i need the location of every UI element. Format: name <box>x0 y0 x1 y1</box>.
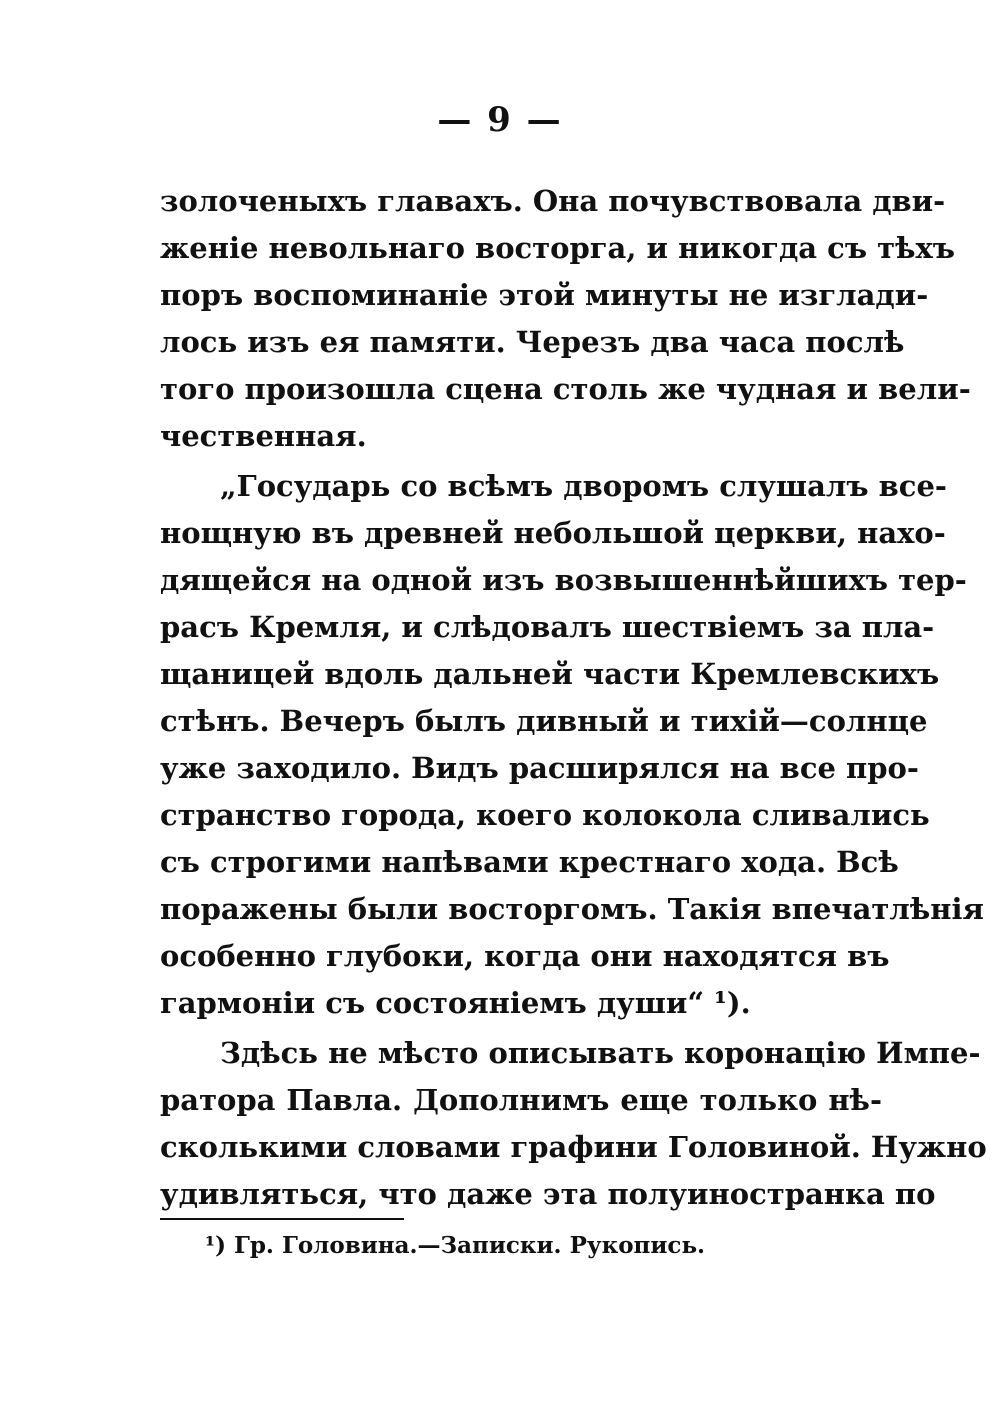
page-number: — 9 — <box>437 100 563 140</box>
paragraph-3 <box>160 1030 987 1218</box>
footnote: ¹) Гр. Головина.—Записки. Рукопись. <box>205 1232 706 1259</box>
text-line: съ строгими напѣвами крестнаго хода. Всѣ <box>160 845 899 879</box>
text-line: того произошла сцена столь же чудная и вели- <box>160 372 971 406</box>
text-line: сколькими словами графини Головиной. Нужно <box>160 1130 987 1164</box>
text-line: лось изъ ея памяти. Черезъ два часа послѣ <box>160 325 905 359</box>
text-line: расъ Кремля, и слѣдовалъ шествіемъ за пла- <box>160 610 935 644</box>
footnote-divider <box>160 1218 404 1220</box>
text-line: чественная. <box>160 419 367 453</box>
text-line: дящейся на одной изъ возвышеннѣйшихъ тер- <box>160 563 967 597</box>
text-line: гармоніи съ состояніемъ души“ ¹). <box>160 986 751 1020</box>
text-line: удивляться, что даже эта полуиностранка по <box>160 1177 936 1211</box>
text-line: поражены были восторгомъ. Такія впечатлѣнія <box>160 892 984 926</box>
text-line: щаницей вдоль дальней части Кремлевскихъ <box>160 657 940 691</box>
text-line: странство города, коего колокола сливались <box>160 798 930 832</box>
text-line: золоченыхъ главахъ. Она почувствовала дви- <box>160 184 946 218</box>
text-line: нощную въ древней небольшой церкви, нахо- <box>160 516 946 550</box>
text-line: уже заходило. Видъ расширялся на все про- <box>160 751 919 785</box>
text-line: ратора Павла. Дополнимъ еще только нѣ- <box>160 1083 882 1117</box>
text-line: стѣнъ. Вечеръ былъ дивный и тихій—солнце <box>160 704 928 738</box>
text-line: „Государь со всѣмъ дворомъ слушалъ все- <box>220 469 947 503</box>
text-line: женіе невольнаго восторга, и никогда съ тѣхъ <box>160 231 956 265</box>
text-line: особенно глубоки, когда они находятся въ <box>160 939 890 973</box>
paragraph-1 <box>160 178 971 460</box>
paragraph-2 <box>160 463 984 1027</box>
text-line: поръ воспоминаніе этой минуты не изглади- <box>160 278 929 312</box>
text-line: Здѣсь не мѣсто описывать коронацію Импе- <box>220 1036 981 1070</box>
